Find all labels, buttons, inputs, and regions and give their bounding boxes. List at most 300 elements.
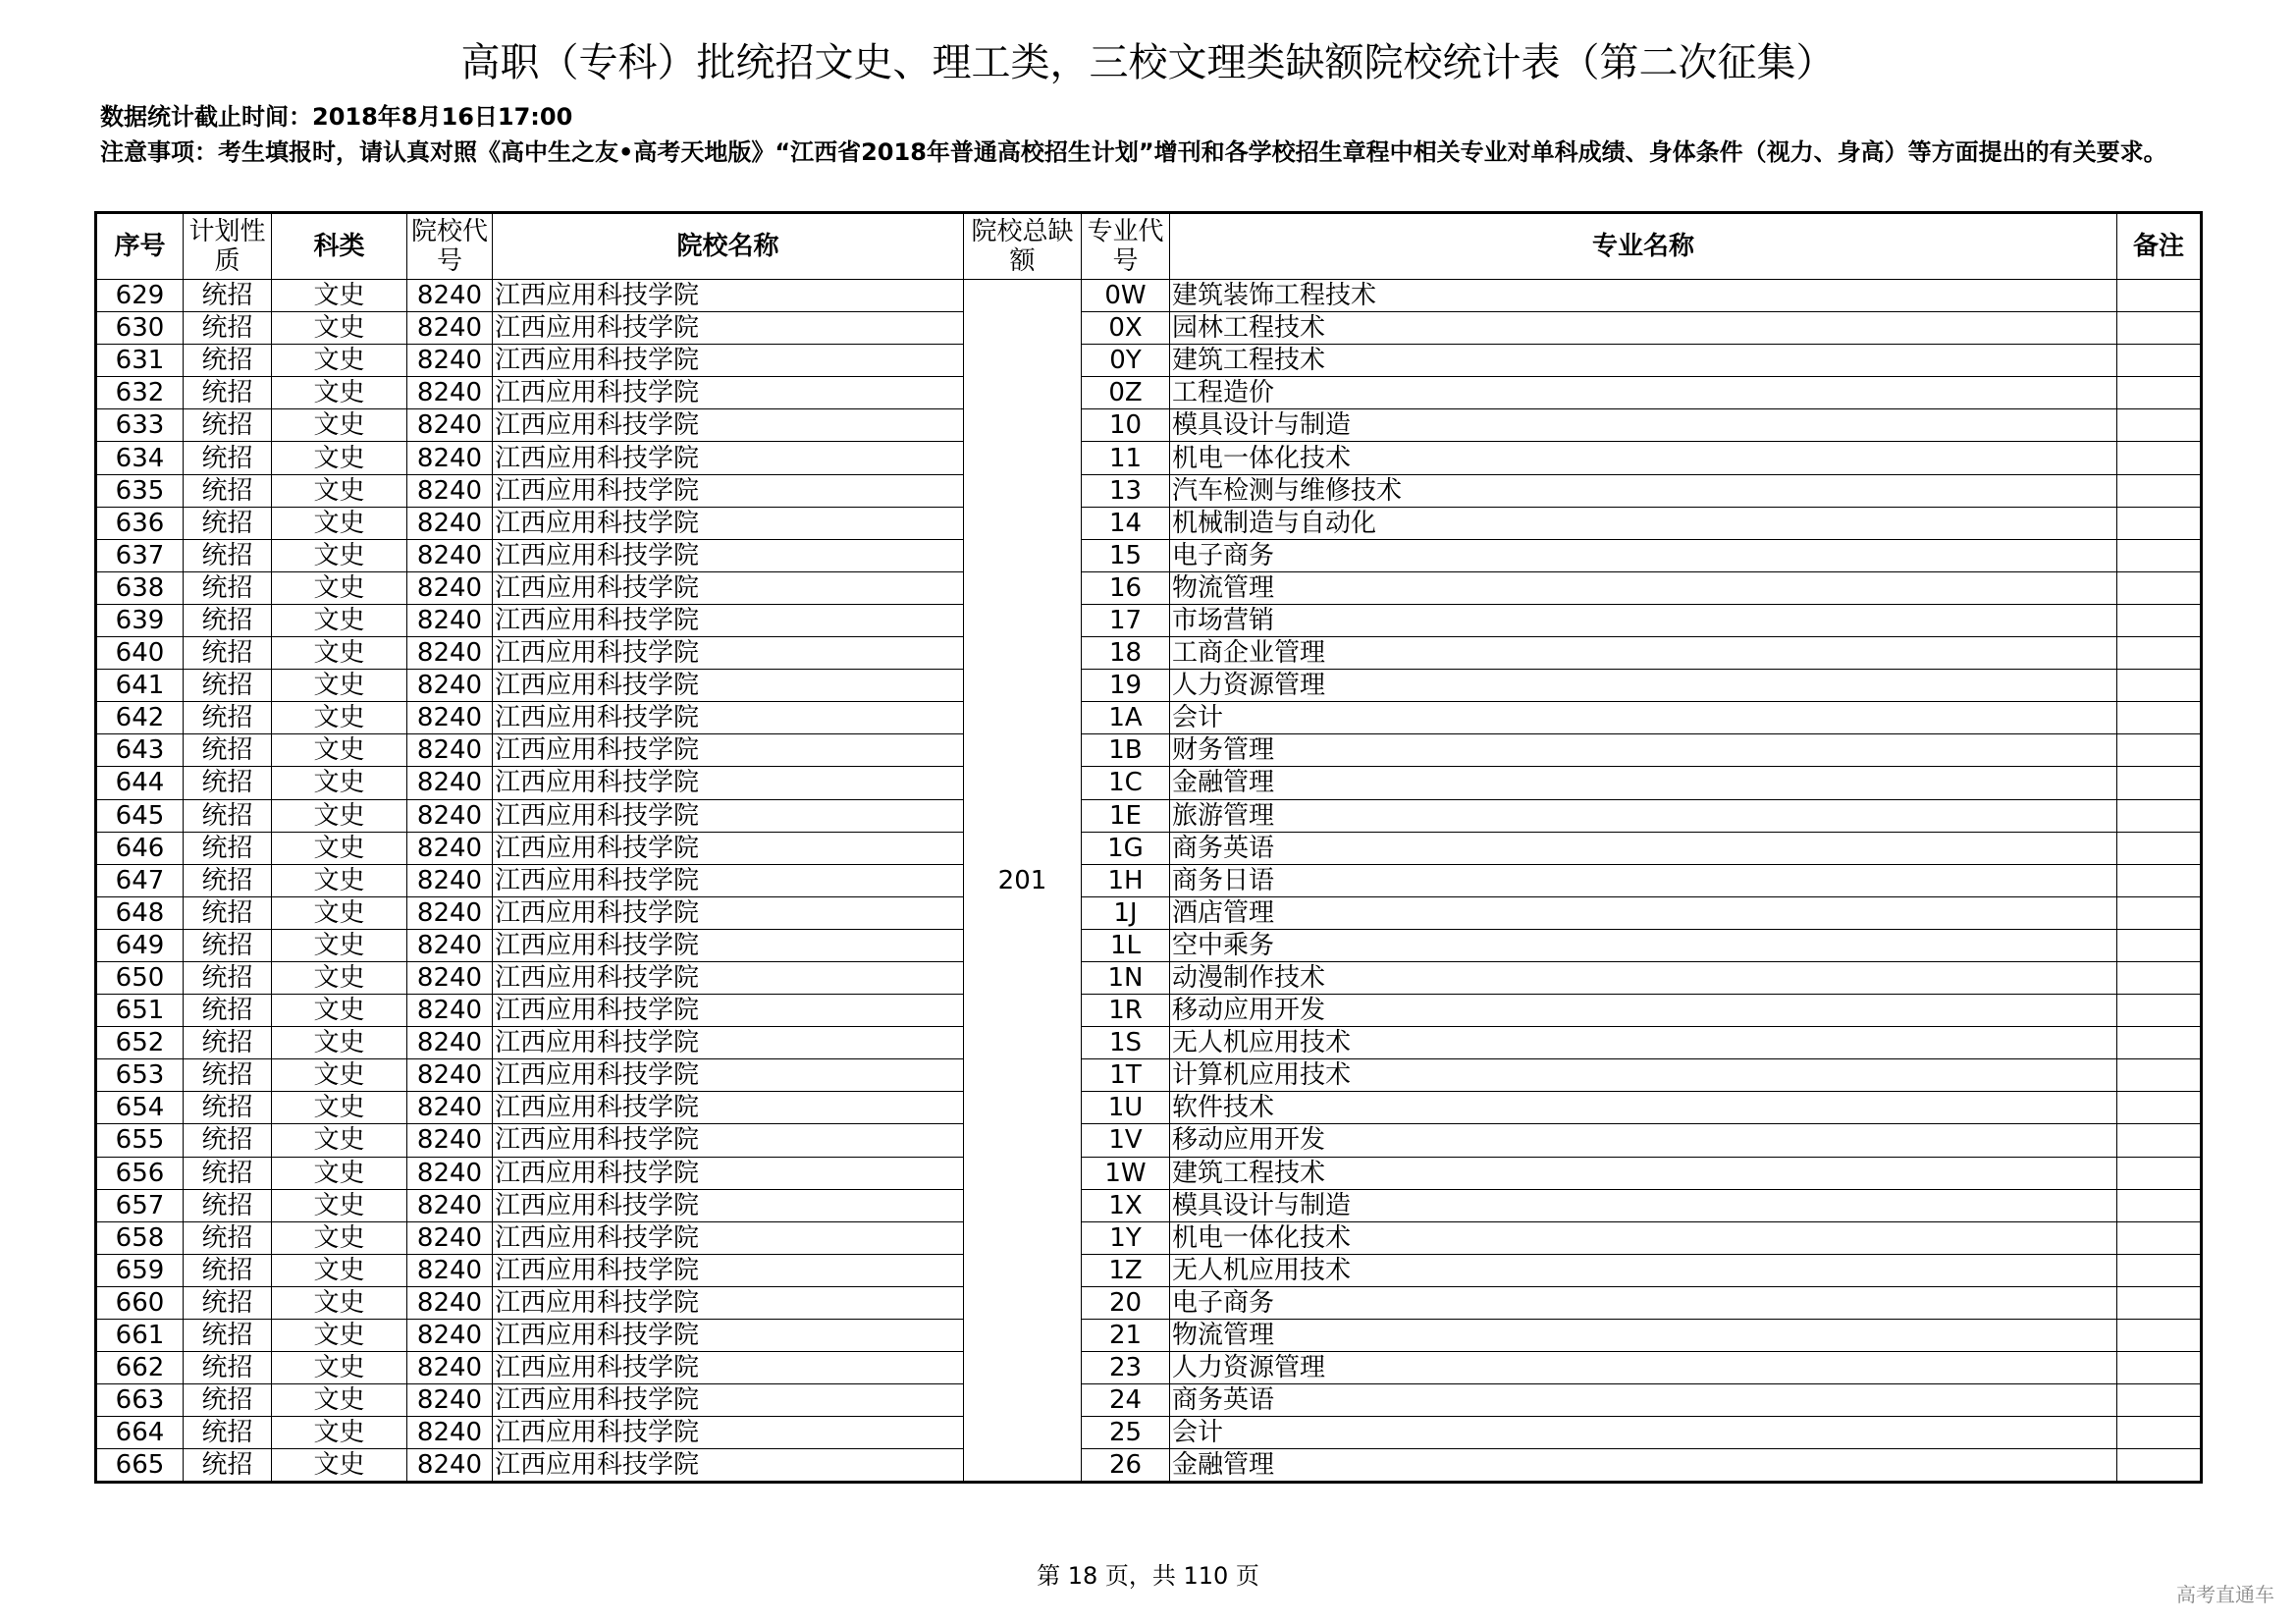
table-row — [96, 507, 2202, 539]
cell-category: 文史 — [272, 1124, 407, 1157]
cell-category: 文史 — [272, 767, 407, 799]
cell-major-name: 机械制造与自动化 — [1170, 507, 2117, 539]
cell-major-code: 1T — [1082, 1059, 1170, 1092]
cell-school-code: 8240 — [407, 1124, 493, 1157]
cell-school-code: 8240 — [407, 1449, 493, 1483]
cell-remark — [2117, 896, 2202, 929]
cell-remark — [2117, 995, 2202, 1027]
header-school-code: 院校代号 — [407, 213, 493, 280]
cell-remark — [2117, 1092, 2202, 1124]
cell-seq: 635 — [96, 474, 184, 507]
cell-major-code: 24 — [1082, 1384, 1170, 1417]
table-row — [96, 1027, 2202, 1059]
cell-category: 文史 — [272, 409, 407, 442]
cell-school-code: 8240 — [407, 1221, 493, 1254]
cell-plan: 统招 — [184, 1417, 272, 1449]
cell-category: 文史 — [272, 377, 407, 409]
cell-major-name: 人力资源管理 — [1170, 1352, 2117, 1384]
cell-category: 文史 — [272, 539, 407, 571]
cell-category: 文史 — [272, 1449, 407, 1483]
cell-remark — [2117, 734, 2202, 767]
cell-major-name: 软件技术 — [1170, 1092, 2117, 1124]
cell-plan: 统招 — [184, 571, 272, 604]
table-row — [96, 280, 2202, 312]
header-category: 科类 — [272, 213, 407, 280]
table-row — [96, 345, 2202, 377]
cell-plan: 统招 — [184, 604, 272, 636]
table-row — [96, 832, 2202, 864]
table-row — [96, 995, 2202, 1027]
cell-plan: 统招 — [184, 377, 272, 409]
cell-school-code: 8240 — [407, 1384, 493, 1417]
cell-major-code: 0W — [1082, 280, 1170, 312]
cell-remark — [2117, 474, 2202, 507]
cell-major-code: 19 — [1082, 670, 1170, 702]
cell-school-name: 江西应用科技学院 — [493, 670, 964, 702]
cell-school-name: 江西应用科技学院 — [493, 604, 964, 636]
table-row — [96, 1059, 2202, 1092]
cell-major-code: 13 — [1082, 474, 1170, 507]
cell-plan: 统招 — [184, 734, 272, 767]
cell-remark — [2117, 377, 2202, 409]
cell-major-name: 人力资源管理 — [1170, 670, 2117, 702]
cell-remark — [2117, 409, 2202, 442]
cell-school-code: 8240 — [407, 1254, 493, 1286]
table-row — [96, 637, 2202, 670]
cell-school-name: 江西应用科技学院 — [493, 377, 964, 409]
cell-school-code: 8240 — [407, 1157, 493, 1189]
cell-school-name: 江西应用科技学院 — [493, 702, 964, 734]
cell-school-code: 8240 — [407, 409, 493, 442]
cell-remark — [2117, 1449, 2202, 1483]
cell-school-name: 江西应用科技学院 — [493, 1286, 964, 1319]
cell-school-name: 江西应用科技学院 — [493, 929, 964, 961]
cell-seq: 636 — [96, 507, 184, 539]
cell-seq: 656 — [96, 1157, 184, 1189]
notice-text: 注意事项：考生填报时，请认真对照《高中生之友•高考天地版》“江西省2018年普通高校招生计划”增刊和各学校招生章程中相关专业对单科成绩、身体条件（视力、身高）等方面提出的有关要求。 — [100, 138, 2167, 166]
cell-major-code: 1S — [1082, 1027, 1170, 1059]
cell-seq: 664 — [96, 1417, 184, 1449]
cell-remark — [2117, 507, 2202, 539]
cell-seq: 661 — [96, 1320, 184, 1352]
cell-plan: 统招 — [184, 442, 272, 474]
table-row — [96, 1384, 2202, 1417]
cell-remark — [2117, 1417, 2202, 1449]
cell-major-code: 1X — [1082, 1189, 1170, 1221]
cell-plan: 统招 — [184, 1027, 272, 1059]
cell-major-code: 1Y — [1082, 1221, 1170, 1254]
cell-major-code: 0X — [1082, 312, 1170, 345]
cell-school-name: 江西应用科技学院 — [493, 1027, 964, 1059]
cell-major-name: 财务管理 — [1170, 734, 2117, 767]
cell-major-code: 1N — [1082, 961, 1170, 994]
cell-plan: 统招 — [184, 1221, 272, 1254]
cell-major-name: 物流管理 — [1170, 571, 2117, 604]
cell-school-code: 8240 — [407, 995, 493, 1027]
cell-major-code: 1H — [1082, 864, 1170, 896]
cell-major-code: 1C — [1082, 767, 1170, 799]
cell-major-name: 移动应用开发 — [1170, 1124, 2117, 1157]
table-row — [96, 864, 2202, 896]
cell-school-code: 8240 — [407, 1092, 493, 1124]
table-row — [96, 474, 2202, 507]
cell-school-name: 江西应用科技学院 — [493, 409, 964, 442]
cell-plan: 统招 — [184, 702, 272, 734]
cell-major-name: 商务英语 — [1170, 832, 2117, 864]
cell-remark — [2117, 1221, 2202, 1254]
cell-school-name: 江西应用科技学院 — [493, 896, 964, 929]
cell-major-name: 机电一体化技术 — [1170, 1221, 2117, 1254]
table-row — [96, 702, 2202, 734]
cell-seq: 650 — [96, 961, 184, 994]
cell-school-name: 江西应用科技学院 — [493, 345, 964, 377]
table-row — [96, 1417, 2202, 1449]
cell-school-code: 8240 — [407, 1189, 493, 1221]
cell-seq: 652 — [96, 1027, 184, 1059]
table-row — [96, 929, 2202, 961]
cell-major-name: 空中乘务 — [1170, 929, 2117, 961]
cell-major-name: 旅游管理 — [1170, 799, 2117, 832]
cell-seq: 654 — [96, 1092, 184, 1124]
cell-seq: 658 — [96, 1221, 184, 1254]
cell-seq: 662 — [96, 1352, 184, 1384]
cutoff-time: 数据统计截止时间：2018年8月16日17:00 — [100, 103, 573, 131]
table-row — [96, 896, 2202, 929]
vacancy-table — [94, 211, 2203, 1484]
page-title: 高职（专科）批统招文史、理工类，三校文理类缺额院校统计表（第二次征集） — [460, 40, 1836, 85]
cell-major-code: 21 — [1082, 1320, 1170, 1352]
cell-category: 文史 — [272, 929, 407, 961]
cell-plan: 统招 — [184, 1189, 272, 1221]
cell-category: 文史 — [272, 1352, 407, 1384]
cell-major-name: 模具设计与制造 — [1170, 1189, 2117, 1221]
cell-school-code: 8240 — [407, 604, 493, 636]
cell-remark — [2117, 929, 2202, 961]
cell-school-code: 8240 — [407, 1027, 493, 1059]
cell-seq: 638 — [96, 571, 184, 604]
cell-seq: 657 — [96, 1189, 184, 1221]
cell-category: 文史 — [272, 507, 407, 539]
table-row — [96, 409, 2202, 442]
table-row — [96, 961, 2202, 994]
cell-remark — [2117, 312, 2202, 345]
cell-major-code: 10 — [1082, 409, 1170, 442]
cell-major-code: 1B — [1082, 734, 1170, 767]
cell-seq: 663 — [96, 1384, 184, 1417]
cell-seq: 659 — [96, 1254, 184, 1286]
cell-category: 文史 — [272, 799, 407, 832]
cell-major-name: 工程造价 — [1170, 377, 2117, 409]
cell-major-code: 1A — [1082, 702, 1170, 734]
cell-seq: 631 — [96, 345, 184, 377]
header-major-code: 专业代号 — [1082, 213, 1170, 280]
cell-seq: 660 — [96, 1286, 184, 1319]
cell-seq: 634 — [96, 442, 184, 474]
cell-seq: 632 — [96, 377, 184, 409]
cell-category: 文史 — [272, 474, 407, 507]
cell-plan: 统招 — [184, 1157, 272, 1189]
cell-major-name: 建筑装饰工程技术 — [1170, 280, 2117, 312]
header-major-name: 专业名称 — [1170, 213, 2117, 280]
cell-school-code: 8240 — [407, 345, 493, 377]
table-row — [96, 442, 2202, 474]
cell-major-code: 1Z — [1082, 1254, 1170, 1286]
cell-plan: 统招 — [184, 832, 272, 864]
cell-school-code: 8240 — [407, 474, 493, 507]
cell-remark — [2117, 961, 2202, 994]
cell-category: 文史 — [272, 832, 407, 864]
cell-major-name: 商务日语 — [1170, 864, 2117, 896]
cell-major-code: 1L — [1082, 929, 1170, 961]
cell-category: 文史 — [272, 670, 407, 702]
cell-major-code: 1J — [1082, 896, 1170, 929]
cell-remark — [2117, 1286, 2202, 1319]
cell-school-code: 8240 — [407, 1320, 493, 1352]
cell-category: 文史 — [272, 1157, 407, 1189]
table-body — [96, 280, 2202, 1483]
table-row — [96, 1352, 2202, 1384]
cell-seq: 646 — [96, 832, 184, 864]
cell-school-name: 江西应用科技学院 — [493, 995, 964, 1027]
cell-school-code: 8240 — [407, 312, 493, 345]
header-plan: 计划性质 — [184, 213, 272, 280]
cell-remark — [2117, 1027, 2202, 1059]
cell-major-name: 商务英语 — [1170, 1384, 2117, 1417]
cell-major-name: 电子商务 — [1170, 1286, 2117, 1319]
cell-seq: 641 — [96, 670, 184, 702]
cell-school-name: 江西应用科技学院 — [493, 734, 964, 767]
cell-school-code: 8240 — [407, 734, 493, 767]
cell-category: 文史 — [272, 995, 407, 1027]
table-header-row — [96, 213, 2202, 280]
cell-school-name: 江西应用科技学院 — [493, 961, 964, 994]
cell-major-code: 11 — [1082, 442, 1170, 474]
cell-school-code: 8240 — [407, 896, 493, 929]
cell-major-name: 金融管理 — [1170, 1449, 2117, 1483]
cell-category: 文史 — [272, 604, 407, 636]
cell-major-name: 建筑工程技术 — [1170, 1157, 2117, 1189]
cell-school-code: 8240 — [407, 539, 493, 571]
cell-school-code: 8240 — [407, 767, 493, 799]
cell-total-vacancy: 201 — [964, 280, 1082, 1483]
table-row — [96, 767, 2202, 799]
cell-major-code: 18 — [1082, 637, 1170, 670]
cell-school-name: 江西应用科技学院 — [493, 799, 964, 832]
cell-category: 文史 — [272, 961, 407, 994]
cell-school-name: 江西应用科技学院 — [493, 1449, 964, 1483]
cell-remark — [2117, 1189, 2202, 1221]
header-school-name: 院校名称 — [493, 213, 964, 280]
cell-remark — [2117, 767, 2202, 799]
cell-seq: 643 — [96, 734, 184, 767]
table-row — [96, 571, 2202, 604]
cell-plan: 统招 — [184, 929, 272, 961]
cell-school-name: 江西应用科技学院 — [493, 442, 964, 474]
cell-school-code: 8240 — [407, 832, 493, 864]
cell-school-name: 江西应用科技学院 — [493, 864, 964, 896]
cell-seq: 633 — [96, 409, 184, 442]
cell-major-code: 1G — [1082, 832, 1170, 864]
cell-category: 文史 — [272, 1320, 407, 1352]
cell-major-code: 20 — [1082, 1286, 1170, 1319]
cell-remark — [2117, 1157, 2202, 1189]
table-row — [96, 604, 2202, 636]
cell-school-code: 8240 — [407, 1059, 493, 1092]
watermark: 高考直通车 — [2176, 1583, 2274, 1606]
cell-school-code: 8240 — [407, 377, 493, 409]
cell-plan: 统招 — [184, 1286, 272, 1319]
cell-major-code: 16 — [1082, 571, 1170, 604]
table-row — [96, 1189, 2202, 1221]
table-row — [96, 1221, 2202, 1254]
cell-major-code: 26 — [1082, 1449, 1170, 1483]
cell-category: 文史 — [272, 1254, 407, 1286]
cell-plan: 统招 — [184, 896, 272, 929]
cell-major-code: 1R — [1082, 995, 1170, 1027]
cell-remark — [2117, 1059, 2202, 1092]
cell-school-code: 8240 — [407, 799, 493, 832]
cell-plan: 统招 — [184, 961, 272, 994]
cell-remark — [2117, 571, 2202, 604]
cell-plan: 统招 — [184, 1384, 272, 1417]
table-row — [96, 377, 2202, 409]
cell-school-name: 江西应用科技学院 — [493, 1221, 964, 1254]
cell-category: 文史 — [272, 1027, 407, 1059]
cell-plan: 统招 — [184, 799, 272, 832]
table-row — [96, 1449, 2202, 1483]
cell-category: 文史 — [272, 702, 407, 734]
cell-school-code: 8240 — [407, 1286, 493, 1319]
cell-school-name: 江西应用科技学院 — [493, 571, 964, 604]
cell-school-code: 8240 — [407, 702, 493, 734]
cell-plan: 统招 — [184, 637, 272, 670]
cell-school-name: 江西应用科技学院 — [493, 1059, 964, 1092]
cell-major-name: 园林工程技术 — [1170, 312, 2117, 345]
cell-seq: 649 — [96, 929, 184, 961]
cell-plan: 统招 — [184, 1059, 272, 1092]
cell-category: 文史 — [272, 637, 407, 670]
cell-remark — [2117, 1384, 2202, 1417]
cell-school-name: 江西应用科技学院 — [493, 474, 964, 507]
cell-major-name: 市场营销 — [1170, 604, 2117, 636]
cell-major-code: 14 — [1082, 507, 1170, 539]
cell-major-name: 动漫制作技术 — [1170, 961, 2117, 994]
cell-major-name: 汽车检测与维修技术 — [1170, 474, 2117, 507]
cell-school-name: 江西应用科技学院 — [493, 312, 964, 345]
cell-seq: 665 — [96, 1449, 184, 1483]
cell-school-name: 江西应用科技学院 — [493, 1157, 964, 1189]
cell-major-name: 会计 — [1170, 1417, 2117, 1449]
cell-plan: 统招 — [184, 280, 272, 312]
cell-seq: 629 — [96, 280, 184, 312]
cell-remark — [2117, 702, 2202, 734]
cell-seq: 639 — [96, 604, 184, 636]
cell-plan: 统招 — [184, 1449, 272, 1483]
table-row — [96, 312, 2202, 345]
cell-remark — [2117, 1320, 2202, 1352]
cell-major-code: 17 — [1082, 604, 1170, 636]
cell-major-name: 模具设计与制造 — [1170, 409, 2117, 442]
cell-school-code: 8240 — [407, 929, 493, 961]
cell-major-name: 酒店管理 — [1170, 896, 2117, 929]
cell-school-name: 江西应用科技学院 — [493, 767, 964, 799]
cell-plan: 统招 — [184, 539, 272, 571]
cell-major-code: 0Y — [1082, 345, 1170, 377]
cell-remark — [2117, 1254, 2202, 1286]
table-row — [96, 799, 2202, 832]
cell-plan: 统招 — [184, 1320, 272, 1352]
cell-plan: 统招 — [184, 767, 272, 799]
cell-seq: 640 — [96, 637, 184, 670]
cell-category: 文史 — [272, 1092, 407, 1124]
cell-plan: 统招 — [184, 409, 272, 442]
cell-seq: 655 — [96, 1124, 184, 1157]
cell-remark — [2117, 539, 2202, 571]
cell-school-name: 江西应用科技学院 — [493, 1092, 964, 1124]
cell-school-code: 8240 — [407, 864, 493, 896]
cell-plan: 统招 — [184, 864, 272, 896]
cell-plan: 统招 — [184, 1092, 272, 1124]
cell-major-code: 1U — [1082, 1092, 1170, 1124]
cell-school-name: 江西应用科技学院 — [493, 832, 964, 864]
cell-remark — [2117, 442, 2202, 474]
cell-plan: 统招 — [184, 312, 272, 345]
cell-remark — [2117, 1352, 2202, 1384]
cell-remark — [2117, 670, 2202, 702]
cell-remark — [2117, 345, 2202, 377]
cell-category: 文史 — [272, 571, 407, 604]
cell-school-code: 8240 — [407, 1417, 493, 1449]
cell-plan: 统招 — [184, 995, 272, 1027]
cell-major-name: 机电一体化技术 — [1170, 442, 2117, 474]
cell-category: 文史 — [272, 312, 407, 345]
cell-remark — [2117, 832, 2202, 864]
cell-category: 文史 — [272, 1059, 407, 1092]
cell-seq: 642 — [96, 702, 184, 734]
cell-remark — [2117, 864, 2202, 896]
cell-school-name: 江西应用科技学院 — [493, 1189, 964, 1221]
cell-major-code: 25 — [1082, 1417, 1170, 1449]
cell-category: 文史 — [272, 1189, 407, 1221]
cell-major-name: 会计 — [1170, 702, 2117, 734]
cell-major-name: 无人机应用技术 — [1170, 1027, 2117, 1059]
cell-major-code: 23 — [1082, 1352, 1170, 1384]
cell-remark — [2117, 604, 2202, 636]
cell-school-name: 江西应用科技学院 — [493, 1417, 964, 1449]
cell-school-name: 江西应用科技学院 — [493, 280, 964, 312]
header-seq: 序号 — [96, 213, 184, 280]
cell-school-name: 江西应用科技学院 — [493, 1352, 964, 1384]
cell-school-code: 8240 — [407, 637, 493, 670]
cell-school-name: 江西应用科技学院 — [493, 1320, 964, 1352]
cell-school-name: 江西应用科技学院 — [493, 1254, 964, 1286]
cell-major-name: 物流管理 — [1170, 1320, 2117, 1352]
cell-seq: 630 — [96, 312, 184, 345]
cell-plan: 统招 — [184, 345, 272, 377]
cell-major-code: 1E — [1082, 799, 1170, 832]
cell-plan: 统招 — [184, 1254, 272, 1286]
cell-remark — [2117, 637, 2202, 670]
cell-remark — [2117, 1124, 2202, 1157]
header-remark: 备注 — [2117, 213, 2202, 280]
cell-major-name: 金融管理 — [1170, 767, 2117, 799]
cell-category: 文史 — [272, 734, 407, 767]
cell-school-code: 8240 — [407, 1352, 493, 1384]
table-row — [96, 1124, 2202, 1157]
cell-school-code: 8240 — [407, 507, 493, 539]
header-total-vacancy: 院校总缺额 — [964, 213, 1082, 280]
page-footer: 第 18 页，共 110 页 — [1037, 1562, 1259, 1590]
